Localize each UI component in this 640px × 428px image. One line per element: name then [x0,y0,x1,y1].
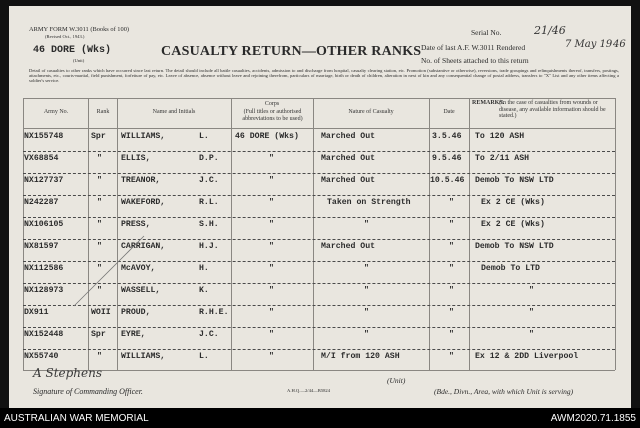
header-remarks: REMARKS. [472,100,505,106]
table-row [9,330,631,344]
serial-label: Serial No. [471,28,502,37]
header-corps-note: (Full titles or authorised abbreviations to be used) [242,109,303,122]
print-code: A.H.Q.—2/44—B5824 [287,388,331,393]
row-army-no: NX152448 [24,330,64,339]
row-rank: " [97,352,102,361]
row-nature: " [364,220,369,229]
row-corps: " [269,242,274,251]
row-army-no: NX128973 [24,286,64,295]
date-label: Date of last A.F. W.3011 Rendered [421,43,526,52]
row-corps: " [269,220,274,229]
signature-label: Signature of Commanding Officer. [33,387,143,396]
header-name: Name and Initials [152,109,196,115]
row-army-no: DX911 [24,308,49,317]
row-rank: WOII [91,308,111,317]
row-date: " [449,330,454,339]
row-remarks: Ex 2 CE (Wks) [481,198,545,207]
row-corps: " [269,286,274,295]
header-nature: Nature of Casualty [348,109,394,115]
form-id: ARMY FORM W.3011 (Books of 100) [29,26,130,33]
row-surname: TREANOR, [121,176,161,185]
row-remarks: Ex 2 CE (Wks) [481,220,545,229]
row-corps: 46 DORE (Wks) [235,132,299,141]
row-initials: L. [199,352,209,361]
row-army-no: NX127737 [24,176,64,185]
row-corps: " [269,330,274,339]
row-initials: J.C. [199,176,219,185]
pencil-stroke-mark [69,231,149,311]
row-rule [23,151,615,152]
row-rule [23,349,615,350]
row-rank: " [97,176,102,185]
row-army-no: NX106105 [24,220,64,229]
row-rule [23,327,615,328]
serial-value: 21/46 [534,24,566,37]
row-army-no: NX155748 [24,132,64,141]
row-date: " [449,308,454,317]
header-rank: Rank [96,109,110,115]
row-army-no: VX68854 [24,154,59,163]
row-surname: ELLIS, [121,154,151,163]
archive-footer-bar [0,408,640,428]
row-date: " [449,242,454,251]
unit-label: (Unit) [73,58,85,63]
unit-footer-label: (Unit) [387,376,406,385]
row-initials: K. [199,286,209,295]
header-date: Date [443,109,455,115]
row-remarks: " [529,330,534,339]
row-surname: CARRIGAN, [121,242,166,251]
row-surname: WAKEFORD, [121,198,166,207]
row-corps: " [269,352,274,361]
table-row [9,176,631,190]
row-surname: WASSELL, [121,286,161,295]
row-army-no: NX112586 [24,264,64,273]
row-rule [23,195,615,196]
row-nature: Marched Out [321,176,376,185]
row-nature: " [364,308,369,317]
table-row [9,154,631,168]
row-remarks: To 2/11 ASH [475,154,530,163]
unit-value: 46 DORE (Wks) [33,45,112,56]
row-date: " [449,286,454,295]
row-nature: M/I from 120 ASH [321,352,400,361]
row-remarks: Demob To NSW LTD [475,242,554,251]
row-rule [23,217,615,218]
row-rank: " [97,220,102,229]
date-value: 7 May 19 [565,39,613,50]
row-surname: PRESS, [121,220,151,229]
row-date: " [449,352,454,361]
row-surname: EYRE, [121,330,146,339]
header-remarks-note: (In the case of casualties from wounds or disease, any available information should be stated.) [499,100,606,119]
table-bottom-rule [23,370,615,371]
casualty-return-form [9,6,631,408]
row-initials: L. [199,132,209,141]
row-corps: " [269,198,274,207]
row-initials: D.P. [199,154,219,163]
row-nature: Taken on Strength [327,198,411,207]
row-remarks: " [529,308,534,317]
row-nature: " [364,330,369,339]
row-nature: Marched Out [321,132,376,141]
row-corps: " [269,176,274,185]
row-date: 9.5.46 [432,154,462,163]
row-nature: " [364,264,369,273]
row-army-no: NX81597 [24,242,59,251]
row-rank: Spr [91,132,106,141]
row-corps: " [269,154,274,163]
row-nature: Marched Out [321,154,376,163]
row-rank: " [97,286,102,295]
row-rank: " [97,198,102,207]
commanding-officer-signature: A Stephens [33,366,103,380]
row-rank: " [97,242,102,251]
row-rule [23,173,615,174]
date-year: 46 [613,39,626,50]
row-army-no: NX55740 [24,352,59,361]
row-date: " [449,264,454,273]
header-army-no: Army No. [43,109,69,115]
archive-name: AUSTRALIAN WAR MEMORIAL [4,413,149,424]
row-rank: " [97,264,102,273]
row-nature: Marched Out [321,242,376,251]
row-initials: H.J. [199,242,219,251]
row-remarks: Demob To LTD [481,264,540,273]
row-initials: R.H.E. [199,308,229,317]
table-row [9,132,631,146]
table-row [9,352,631,366]
row-remarks: " [529,286,534,295]
table-row [9,198,631,212]
sheets-label: No. of Sheets attached to this return [421,56,529,65]
row-surname: WILLIAMS, [121,352,166,361]
row-remarks: To 120 ASH [475,132,525,141]
row-date: 3.5.46 [432,132,462,141]
revised-note: (Revised Oct., 1943.) [45,34,85,39]
row-corps: " [269,264,274,273]
row-surname: WILLIAMS, [121,132,166,141]
instructions: Detail of casualties to other ranks which have occurred since last return. The detail should include all battle casualties, accidents, admission to and discharge from hospital, casualty clearing station, etc. Promotion (substantive or otherwise), reversions, trade groupings and relinquishments thereof, transfers, postings, attachments, etc., courts-martial, field punishment, forfeiture of pay, etc. Leave of absence, absence without leave and rejoining therefrom, particulars of marriage, birth or death of children, alteration in next of kin and any consequential change of postal address, transfers to "X" List and any other items affecting a soldier's service. [29,68,619,84]
row-date: " [449,220,454,229]
row-remarks: Demob To NSW LTD [475,176,554,185]
row-surname: McAVOY, [121,264,156,273]
row-date: " [449,198,454,207]
row-corps: " [269,308,274,317]
row-date: 10.5.46 [430,176,465,185]
row-initials: S.H. [199,220,219,229]
row-initials: R.L. [199,198,219,207]
row-remarks: Ex 12 & 2DD Liverpool [475,352,579,361]
header-corps: Corps [264,101,280,107]
row-initials: H. [199,264,209,273]
row-army-no: N242287 [24,198,59,207]
table-top-rule [23,98,615,99]
table-header-rule [23,128,615,129]
row-initials: J.C. [199,330,219,339]
row-rank: " [97,154,102,163]
row-surname: PROUD, [121,308,151,317]
bde-footer-label: (Bde., Divn., Area, with which Unit is serving) [434,387,574,396]
row-rank: Spr [91,330,106,339]
form-title: CASUALTY RETURN—OTHER RANKS [161,44,422,59]
row-nature: " [364,286,369,295]
archive-reference: AWM2020.71.1855 [550,413,636,424]
